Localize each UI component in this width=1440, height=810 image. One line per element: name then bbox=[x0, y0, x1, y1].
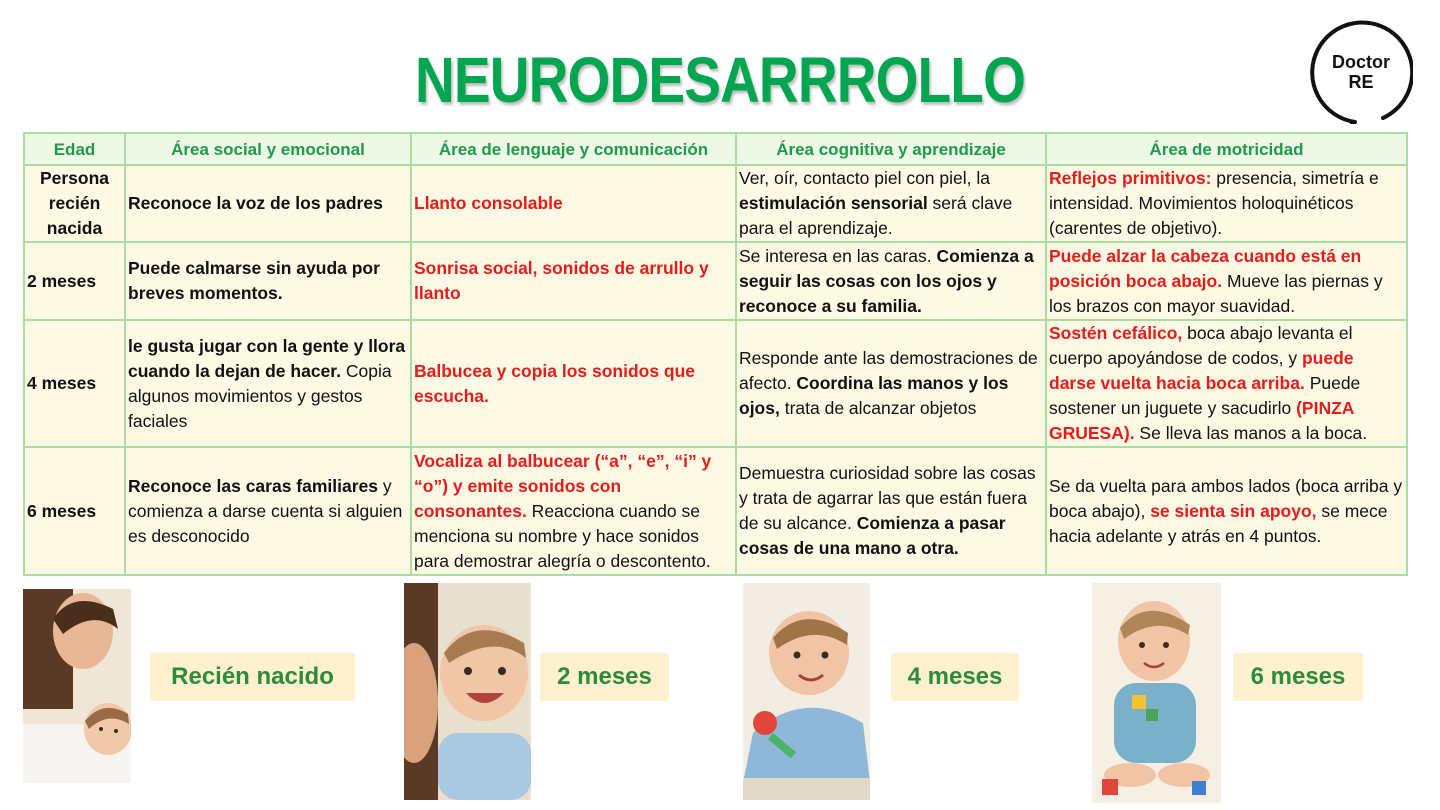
development-table bbox=[23, 132, 1408, 576]
cell-text: Responde ante las demostraciones de afecto. bbox=[739, 348, 1038, 393]
cell-edad: 4 meses bbox=[24, 320, 125, 447]
cell-text: trata de alcanzar objetos bbox=[779, 398, 977, 418]
header-social: Área social y emocional bbox=[125, 133, 411, 165]
cell-text: Coordina las manos y los ojos, bbox=[739, 373, 1009, 418]
cell-cognitiva bbox=[736, 242, 1046, 320]
header-lenguaje: Área de lenguaje y comunicación bbox=[411, 133, 736, 165]
cell-text: Sonrisa social, sonidos de arrullo y llanto bbox=[414, 258, 709, 303]
logo-line-2: RE bbox=[1348, 72, 1374, 92]
cell-text: y comienza a darse cuenta si alguien es desconocido bbox=[128, 475, 403, 546]
cell-lenguaje bbox=[411, 320, 736, 447]
cell-text: Reconoce las caras familiares bbox=[128, 475, 379, 496]
logo-text bbox=[1309, 52, 1413, 92]
cell-cognitiva bbox=[736, 320, 1046, 447]
cell-edad: 2 meses bbox=[24, 242, 125, 320]
four-months-photo bbox=[743, 583, 870, 800]
table-row bbox=[24, 447, 1407, 575]
cell-text: puede darse vuelta hacia boca arriba. bbox=[1049, 348, 1354, 393]
table-header-row bbox=[24, 133, 1407, 165]
cell-text: Puede calmarse sin ayuda por breves momentos. bbox=[128, 258, 380, 303]
cell-edad: 6 meses bbox=[24, 447, 125, 575]
cell-social bbox=[125, 165, 411, 242]
header-cognitiva: Área cognitiva y aprendizaje bbox=[736, 133, 1046, 165]
header-motricidad: Área de motricidad bbox=[1046, 133, 1407, 165]
cell-text: será clave para el aprendizaje. bbox=[739, 193, 1013, 238]
cell-text: Reflejos primitivos: bbox=[1049, 168, 1212, 188]
stage-label-6-meses: 6 meses bbox=[1233, 653, 1363, 701]
cell-lenguaje bbox=[411, 242, 736, 320]
cell-lenguaje bbox=[411, 447, 736, 575]
cell-motricidad bbox=[1046, 447, 1407, 575]
stage-label-2-meses: 2 meses bbox=[540, 653, 669, 701]
cell-motricidad bbox=[1046, 165, 1407, 242]
cell-text: Mueve las piernas y los brazos con mayor suavidad. bbox=[1049, 270, 1383, 316]
cell-text: Ver, oír, contacto piel con piel, la bbox=[739, 168, 990, 188]
cell-text: Puede sostener un juguete y sacudirlo bbox=[1049, 373, 1361, 418]
table-row bbox=[24, 242, 1407, 320]
cell-text: le gusta jugar con la gente y llora cuando la dejan de hacer. bbox=[128, 335, 406, 381]
cell-text: Se da vuelta para ambos lados (boca arriba y boca abajo), bbox=[1049, 475, 1403, 521]
cell-edad: Persona recién nacida bbox=[24, 165, 125, 242]
stage-label-4-meses: 4 meses bbox=[891, 653, 1019, 701]
cell-text: estimulación sensorial bbox=[739, 193, 928, 213]
cell-text: Puede alzar la cabeza cuando está en posición boca abajo. bbox=[1049, 245, 1362, 291]
cell-social bbox=[125, 320, 411, 447]
cell-social bbox=[125, 447, 411, 575]
cell-text: se mece hacia adelante y atrás en 4 puntos. bbox=[1049, 500, 1388, 546]
newborn-photo bbox=[23, 589, 131, 783]
cell-cognitiva bbox=[736, 165, 1046, 242]
table-row bbox=[24, 165, 1407, 242]
two-months-photo bbox=[404, 583, 531, 800]
cell-text: Se lleva las manos a la boca. bbox=[1134, 423, 1368, 443]
six-months-photo bbox=[1092, 583, 1221, 803]
cell-text: (PINZA GRUESA). bbox=[1049, 398, 1354, 443]
cell-lenguaje bbox=[411, 165, 736, 242]
cell-cognitiva bbox=[736, 447, 1046, 575]
cell-text: Sostén cefálico, bbox=[1049, 323, 1183, 343]
cell-text: Comienza a pasar cosas de una mano a otra. bbox=[739, 513, 1006, 558]
cell-text: Demuestra curiosidad sobre las cosas y trata de agarrar las que están fuera de su alcance. bbox=[739, 463, 1036, 533]
cell-motricidad bbox=[1046, 320, 1407, 447]
cell-text: Balbucea y copia los sonidos que escucha. bbox=[414, 360, 696, 406]
cell-text: Reconoce la voz de los padres bbox=[128, 193, 383, 213]
table-row bbox=[24, 320, 1407, 447]
cell-motricidad bbox=[1046, 242, 1407, 320]
cell-text: boca abajo levanta el cuerpo apoyándose de codos, y bbox=[1049, 323, 1353, 368]
cell-text: Se interesa en las caras. bbox=[739, 245, 937, 266]
stage-label-newborn: Recién nacido bbox=[150, 653, 355, 701]
page-title: NEURODESARRROLLO bbox=[414, 44, 1026, 116]
cell-text: presencia, simetría e intensidad. Movimientos holoquinéticos (carentes de objetivo). bbox=[1049, 168, 1379, 238]
cell-social bbox=[125, 242, 411, 320]
cell-text: Vocaliza al balbucear (“a”, “e”, “i” y “o”) y emite sonidos con consonantes. bbox=[414, 450, 712, 521]
cell-text: Copia algunos movimientos y gestos faciales bbox=[128, 360, 392, 431]
logo-line-1: Doctor bbox=[1332, 52, 1390, 72]
cell-text: se sienta sin apoyo, bbox=[1150, 500, 1317, 521]
header-edad: Edad bbox=[24, 133, 125, 165]
cell-text: Reacciona cuando se menciona su nombre y hace sonidos para demostrar alegría o descontento. bbox=[414, 500, 711, 571]
cell-text: Llanto consolable bbox=[414, 193, 563, 213]
cell-text: Comienza a seguir las cosas con los ojos y reconoce a su familia. bbox=[739, 245, 1034, 316]
